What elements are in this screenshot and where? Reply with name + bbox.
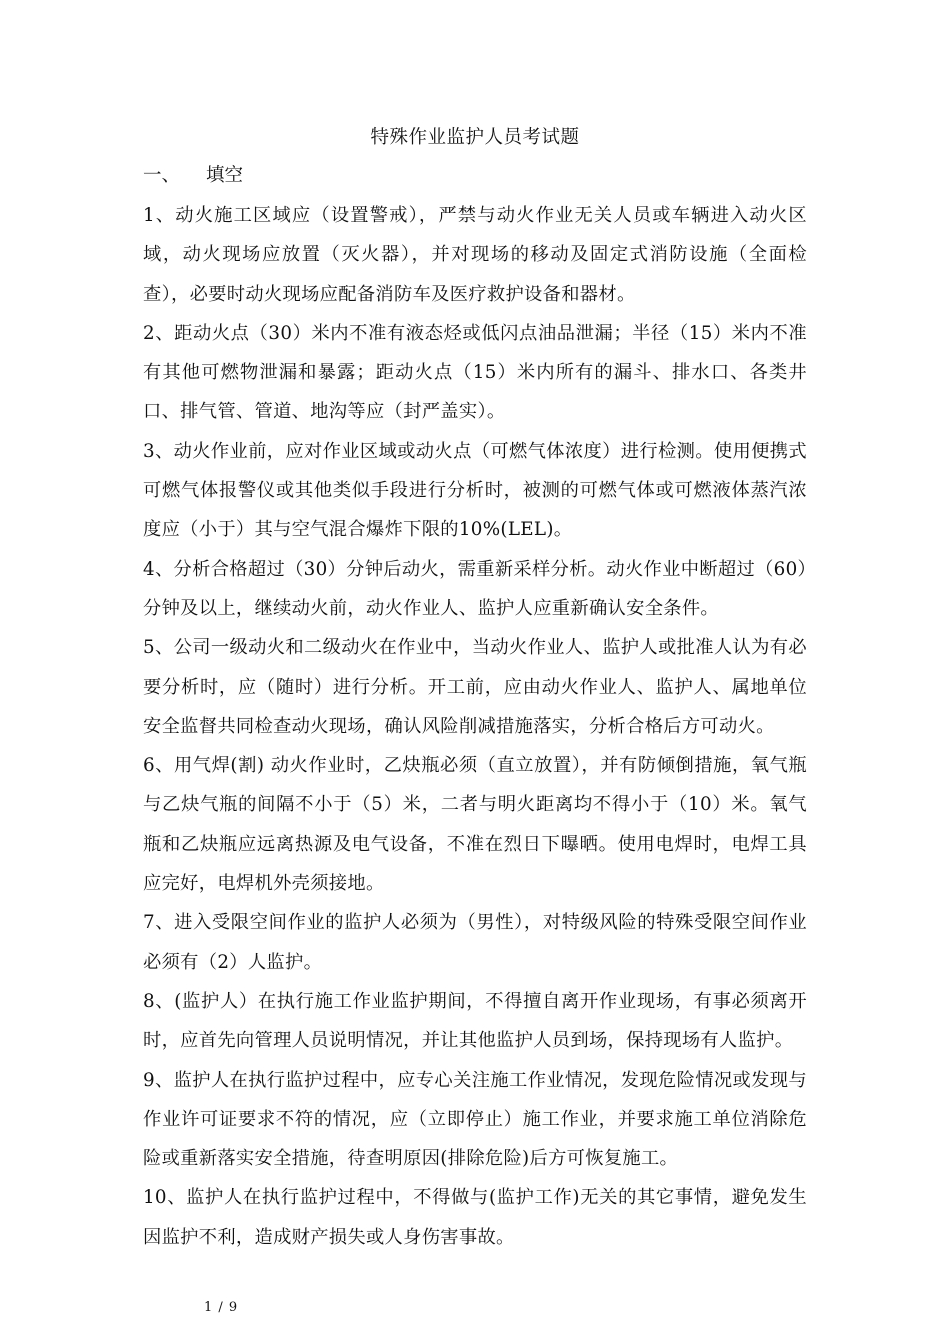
section-number: 一、 (143, 165, 181, 186)
question-1: 1、动火施工区域应（设置警戒），严禁与动火作业无关人员或车辆进入动火区域，动火现场应放置（灭火器），并对现场的移动及固定式消防设施（全面检查），必要时动火现场应配备消防车及医疗救护设备和器材。 (143, 205, 807, 305)
question-10: 10、监护人在执行监护过程中，不得做与(监护工作)无关的其它事情，避免发生因监护不利，造成财产损失或人身伤害事故。 (143, 1187, 807, 1248)
section-heading (143, 162, 243, 190)
question-4: 4、分析合格超过（30）分钟后动火，需重新采样分析。动火作业中断超过（60）分钟及以上，继续动火前，动火作业人、监护人应重新确认安全条件。 (143, 558, 807, 619)
question-9: 9、监护人在执行监护过程中，应专心关注施工作业情况，发现危险情况或发现与作业许可证要求不符的情况，应（立即停止）施工作业，并要求施工单位消除危险或重新落实安全措施，待查明原因(排除危险)后方可恢复施工。 (143, 1069, 807, 1170)
question-7: 7、进入受限空间作业的监护人必须为（男性），对特级风险的特殊受限空间作业必须有（2）人监护。 (143, 912, 807, 973)
question-5: 5、公司一级动火和二级动火在作业中，当动火作业人、监护人或批准人认为有必要分析时，应（随时）进行分析。开工前，应由动火作业人、监护人、属地单位安全监督共同检查动火现场，确认风险削减措施落实，分析合格后方可动火。 (143, 637, 807, 737)
question-3: 3、动火作业前，应对作业区域或动火点（可燃气体浓度）进行检测。使用便携式可燃气体报警仪或其他类似手段进行分析时，被测的可燃气体或可燃液体蒸汽浓度应（小于）其与空气混合爆炸下限的10%(LEL)。 (143, 440, 807, 541)
document-title: 特殊作业监护人员考试题 (370, 127, 580, 148)
question-2: 2、距动火点（30）米内不准有液态烃或低闪点油品泄漏；半径（15）米内不准有其他可燃物泄漏和暴露；距动火点（15）米内所有的漏斗、排水口、各类井口、排气管、管道、地沟等应（封严盖实）。 (143, 322, 807, 423)
question-6: 6、用气焊(割) 动火作业时，乙炔瓶必须（直立放置），并有防倾倒措施，氧气瓶与乙炔气瓶的间隔不小于（5）米，二者与明火距离均不得小于（10）米。氧气瓶和乙炔瓶应远离热源及电气设备，不准在烈日下曝晒。使用电焊时，电焊工具应完好，电焊机外壳须接地。 (143, 755, 807, 895)
question-list (143, 196, 807, 1257)
question-8: 8、(监护人）在执行施工作业监护期间，不得擅自离开作业现场，有事必须离开时，应首先向管理人员说明情况，并让其他监护人员到场，保持现场有人监护。 (143, 990, 807, 1052)
section-label: 填空 (206, 165, 244, 186)
page-number: 1 / 9 (204, 1300, 239, 1315)
